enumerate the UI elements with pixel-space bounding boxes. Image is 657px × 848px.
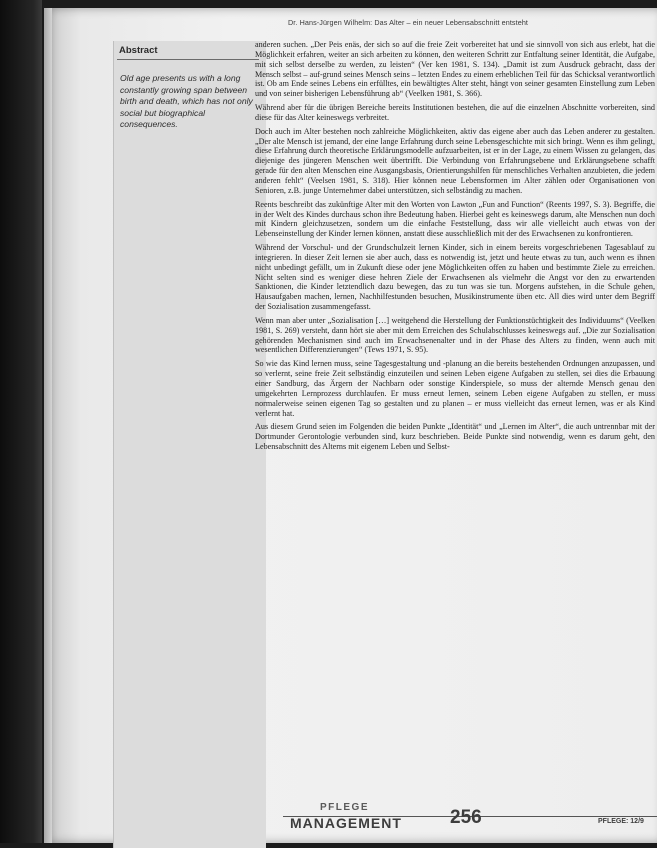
journal-logo-top: PFLEGE — [320, 802, 370, 813]
paragraph: Während aber für die übrigen Bereiche bereits Institutionen bestehen, die auf die einzelnen Abschnitte vorbereiten, sind diese für das Alter keineswegs verbreitet. — [255, 103, 655, 122]
book-spine-shadow — [0, 0, 42, 843]
article-body — [255, 40, 655, 456]
paragraph: anderen suchen. „Der Peis enäs, der sich so auf die freie Zeit vorbereitet hat und sie sinnvoll von sich aus erlebt, hat die Möglichkeit erfahren, weiter an sich arbeiten zu können, den weiteren Schritt zur Entfaltung seiner Identität, die Aufgabe, mit sich selbst derselbe zu werden, zu leisten“ (Ver ken 1981, S. 134). „Damit ist zum Ausdruck gebracht, dass der Mensch selbst – auf-grund seines Mensch seins – letzten Endes zu einem erheblichen Teil für das Schicksal verantwortlich ist. Ob am Ende seines Lebens ein erfülltes, ein bewältigtes Alter steht, hängt von seiner gesamten Einstellung zum Leben und von seiner bisherigen Lebensführung ab“ (Veelken 1981, S. 366). — [255, 40, 655, 99]
issue-label: PFLEGE: 12/9 — [598, 818, 644, 825]
running-head: Dr. Hans-Jürgen Wilhelm: Das Alter – ein neuer Lebensabschnitt entsteht — [288, 18, 529, 27]
paragraph: Während der Vorschul- und der Grundschulzeit lernen Kinder, sich in einem bereits vorgeschriebenen Tagesablauf zu integrieren. In dieser Zeit lernen sie aber auch, dass es notwendig ist, jetzt und heute etwas zu tun, auch wenn es ihnen nicht unbedingt gefällt, um in Zukunft diese oder jene Möglichkeiten offen zu haben und bestimmte Ziele zu erreichen. Nicht selten sind es weniger diese hehren Ziele der Erwachsenen als vielmehr die Angst vor den zu erwartenden Sanktionen, die Kinder letztendlich dazu bewegen, das zu tun was sie tun. Morgens aufstehen, in die Schule gehen, Hausaufgaben machen, lernen, Nachhilfestunden besuchen, Musikinstrumente üben etc. All dies wird unter dem Begriff der Sozialisation zusammengefasst. — [255, 243, 655, 312]
paragraph: Reents beschreibt das zukünftige Alter mit den Worten von Lawton „Fun and Function“ (Reents 1997, S. 3). Begriffe, die in der Welt des Kindes durchaus schon ihre Bedeutung haben. Hierbei geht es keineswegs darum, alte Menschen nun doch mit Kindern gleichzusetzen, sondern um die einfache Feststellung, dass wir alle vielleicht auch etwas von der Lebenseinstellung der Kinder lernen können, anstatt diese ausschließlich mit der des Erwachsenen zu konfrontieren. — [255, 199, 655, 239]
abstract-sidebar — [113, 41, 266, 848]
paragraph: So wie das Kind lernen muss, seine Tagesgestaltung und -planung an die bereits bestehenden Ordnungen anzupassen, und so verlernt, seine freie Zeit selbständig einzuteilen und seinen Leben eigene Aufgaben zu stellen, sei dies die Erbauung einer Sandburg, das Ärgern der Nachbarn oder sonstige Kinderspiele, so muss der alternde Mensch genau den umgekehrten Lernprozess durchlaufen. Er muss erneut lernen, seinem Leben eigene Aufgaben zu stellen, er muss normalerweise seinen eigenen Tag so gestalten und zu planen – er muss vielleicht das erneut lernen, was er als Kind verlernt hat. — [255, 359, 655, 418]
abstract-divider — [117, 59, 259, 60]
paragraph: Wenn man aber unter „Sozialisation […] weitgehend die Herstellung der Funktionstüchtigkeit des Individuums“ (Veelken 1981, S. 269) versteht, dann hört sie aber mit dem Erreichen des Schulabschlusses keineswegs auf. „Die zur Sozialisation gehörenden Mechanismen sind auch im Erwachsenenalter und in der Phase des Alters zu finden, wenn auch mit wesentlichen Differenzierungen“ (Tews 1971, S. 95). — [255, 315, 655, 355]
journal-logo-main: MANAGEMENT — [290, 815, 402, 831]
paragraph: Doch auch im Alter bestehen noch zahlreiche Möglichkeiten, aktiv das eigene aber auch das Leben anderer zu gestalten. „Der alte Mensch ist jemand, der eine lange Erfahrung durch seine Lebensgeschichte mit sich bringt. Wenn es ihm gelingt, diese Erfahrung durch theoretische Erklärungsmodelle aufzuarbeiten, ist er in der Lage, zu einem Wissen zu gelangen, das diejenige des jüngeren Menschen weit übertrifft. Die Verbindung von Erfahrungsebene und Erklärungsebene schafft gerade für den alten Menschen eine Ausgangsbasis, Orientierungshilfen für menschliches Verhalten anzubieten, die jedem anderen fehlt“ (Veelsen 1981, S. 318). Hier können neue Lebensformen im Alter zählen oder Organisationen von Senioren, z.B. junge Unternehmer dabei unterstützen, sich selbständig zu machen. — [255, 126, 655, 195]
abstract-text: Old age presents us with a long constantly growing span between birth and death, which has not only social but biographical consequences. — [120, 73, 253, 130]
paragraph: Aus diesem Grund seien im Folgenden die beiden Punkte „Identität“ und „Lernen im Alter“, die auch untrennbar mit der Dortmunder Gerontologie verbunden sind, kurz beschrieben. Beide Punkte sind notwendig, wenn es darum geht, den Lebensabschnitt des Alterns mit eigenem Leben und Selbst- — [255, 422, 655, 452]
page-number: 256 — [450, 807, 482, 828]
abstract-title: Abstract — [119, 45, 158, 56]
page-edge — [44, 8, 52, 843]
